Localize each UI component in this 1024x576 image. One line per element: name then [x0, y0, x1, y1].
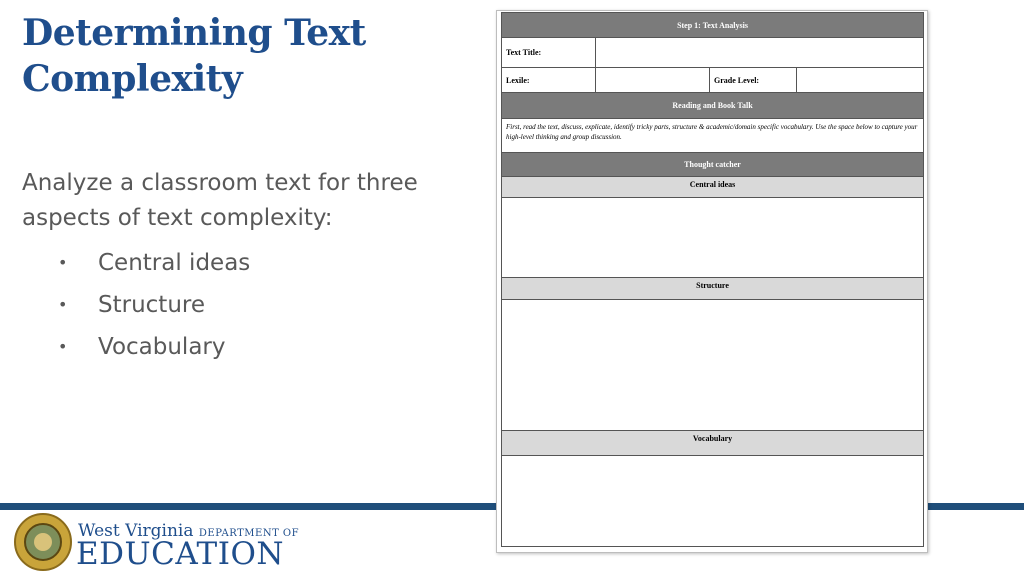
brand-dept: DEPARTMENT OF [198, 528, 300, 539]
bullet-icon: • [58, 337, 68, 356]
reading-header: Reading and Book Talk [502, 93, 924, 119]
list-item [58, 326, 250, 368]
section-structure: Structure [502, 278, 924, 300]
bullet-text: Vocabulary [98, 334, 226, 360]
intro-text [22, 166, 462, 236]
lexile-label: Lexile: [502, 68, 596, 93]
structure-space [502, 300, 924, 431]
state-seal-icon [14, 513, 72, 571]
bullet-text: Structure [98, 292, 205, 318]
slide-title-line-1: Determining Text [22, 12, 366, 54]
central-ideas-space [502, 198, 924, 278]
aspect-list [58, 242, 250, 368]
thought-catcher-header: Thought catcher [502, 153, 924, 177]
grade-level-label: Grade Level: [710, 68, 797, 93]
seal-inner [24, 523, 62, 561]
seal-center [34, 533, 52, 551]
bullet-icon: • [58, 295, 68, 314]
grade-level-cell [797, 68, 924, 93]
intro-line-2: aspects of text complexity: [22, 205, 333, 231]
section-vocabulary: Vocabulary [502, 431, 924, 456]
text-title-label: Text Title: [502, 38, 596, 68]
worksheet-step-header: Step 1: Text Analysis [502, 13, 924, 38]
list-item [58, 242, 250, 284]
intro-line-1: Analyze a classroom text for three [22, 170, 418, 196]
slide-title-line-2: Complexity [22, 58, 243, 100]
text-title-cell [596, 38, 924, 68]
list-item [58, 284, 250, 326]
section-central-ideas: Central ideas [502, 177, 924, 198]
lexile-cell [596, 68, 710, 93]
bullet-icon: • [58, 253, 68, 272]
worksheet-instructions: First, read the text, discuss, explicate, identify tricky parts, structure & academic/domain specific vocabulary. Use the space below to capture your high-level thinking and group discussion. [502, 119, 924, 153]
worksheet-image [496, 10, 928, 553]
brand-education: EDUCATION [76, 536, 284, 572]
brand-org-name: West Virginia [78, 521, 194, 541]
bullet-text: Central ideas [98, 250, 251, 276]
page-number: 34 [930, 543, 943, 555]
slide-title [22, 10, 462, 102]
worksheet-table [501, 12, 924, 547]
vocabulary-space [502, 456, 924, 547]
